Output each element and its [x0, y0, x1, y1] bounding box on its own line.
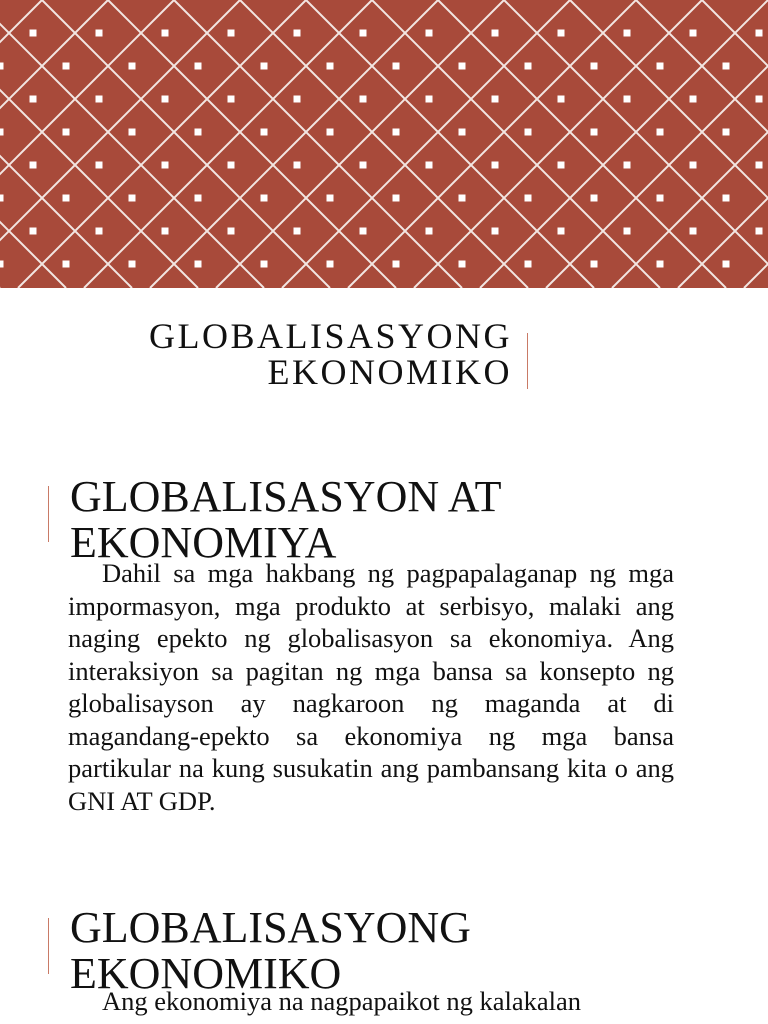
lattice-dot — [195, 195, 202, 202]
lattice-dot — [591, 261, 598, 268]
lattice-dot — [0, 63, 4, 70]
lattice-dot — [228, 162, 235, 169]
lattice-dot — [426, 96, 433, 103]
lattice-dot — [492, 30, 499, 37]
lattice-dot — [492, 96, 499, 103]
lattice-dot — [228, 30, 235, 37]
lattice-dot — [96, 228, 103, 235]
lattice-dot — [525, 63, 532, 70]
lattice-dot — [756, 96, 763, 103]
lattice-dot — [0, 261, 4, 268]
cover-title-line-1: GLOBALISASYONG — [148, 316, 512, 356]
lattice-dot — [0, 129, 4, 136]
lattice-dot — [756, 228, 763, 235]
lattice-dot — [558, 162, 565, 169]
lattice-dot — [525, 129, 532, 136]
lattice-dot — [591, 63, 598, 70]
lattice-dot — [426, 228, 433, 235]
lattice-dot — [558, 96, 565, 103]
lattice-dot — [195, 129, 202, 136]
lattice-dot — [525, 195, 532, 202]
lattice-dot — [690, 96, 697, 103]
lattice-dot — [657, 261, 664, 268]
lattice-dot — [624, 30, 631, 37]
lattice-dot — [591, 195, 598, 202]
lattice-dot — [690, 228, 697, 235]
lattice-dot — [459, 129, 466, 136]
lattice-dot — [228, 96, 235, 103]
lattice-dot — [129, 63, 136, 70]
lattice-dot — [327, 63, 334, 70]
lattice-dot — [30, 162, 37, 169]
lattice-dot — [129, 261, 136, 268]
lattice-dot — [162, 228, 169, 235]
lattice-dot — [30, 96, 37, 103]
lattice-dot — [459, 195, 466, 202]
lattice-dot — [261, 261, 268, 268]
lattice-dot — [195, 261, 202, 268]
lattice-dot — [261, 129, 268, 136]
lattice-dot — [63, 63, 70, 70]
decorative-lattice-banner — [0, 0, 768, 288]
lattice-dot — [30, 30, 37, 37]
section-heading: GLOBALISASYONG EKONOMIKO — [70, 903, 471, 998]
lattice-dot — [657, 63, 664, 70]
lattice-dot — [459, 63, 466, 70]
lattice-dot — [393, 63, 400, 70]
lattice-dot — [63, 195, 70, 202]
lattice-dot — [162, 30, 169, 37]
lattice-dot — [393, 195, 400, 202]
lattice-dot — [360, 228, 367, 235]
cover-title — [149, 318, 512, 390]
lattice-dot — [525, 261, 532, 268]
lattice-dot — [690, 162, 697, 169]
lattice-dot — [228, 228, 235, 235]
lattice-dot — [96, 96, 103, 103]
lattice-dot — [558, 30, 565, 37]
lattice-dot — [690, 30, 697, 37]
lattice-dot — [63, 261, 70, 268]
lattice-dot — [492, 228, 499, 235]
section-accent-divider — [48, 918, 49, 974]
lattice-dot — [162, 162, 169, 169]
section-body-text: Ang ekonomiya na nagpapaikot ng kalakalan — [102, 986, 582, 1016]
lattice-dot — [657, 129, 664, 136]
lattice-dot — [327, 195, 334, 202]
lattice-dot — [294, 30, 301, 37]
section-body-text: Dahil sa mga hakbang ng pagpapalaganap ng mga impormasyon, mga produkto at serbisyo, malaki ang naging epekto ng globalisasyon sa ekonomiya. Ang interaksiyon sa pagitan ng mga bansa sa konsepto ng globalisayson ay nagkaroon ng maganda at di magandang-epekto sa ekonomiya ng mga bansa partikular na kung susukatin ang pambansang kita o ang GNI AT GDP. — [68, 558, 674, 816]
lattice-dot — [723, 261, 730, 268]
cover-accent-divider — [527, 333, 528, 389]
lattice-dot — [723, 129, 730, 136]
lattice-dot — [492, 162, 499, 169]
section-accent-divider — [48, 486, 49, 542]
lattice-dot — [723, 63, 730, 70]
lattice-dot — [360, 30, 367, 37]
lattice-dot — [360, 96, 367, 103]
lattice-dot — [393, 129, 400, 136]
lattice-dot — [756, 30, 763, 37]
lattice-dot — [624, 162, 631, 169]
lattice-dot — [195, 63, 202, 70]
lattice-dot — [591, 129, 598, 136]
lattice-dot — [96, 162, 103, 169]
lattice-dot — [360, 162, 367, 169]
lattice-dot — [657, 195, 664, 202]
lattice-dot — [162, 96, 169, 103]
section-heading: GLOBALISASYON AT EKONOMIYA — [70, 472, 502, 567]
lattice-dot — [426, 30, 433, 37]
lattice-dot — [393, 261, 400, 268]
lattice-dot — [129, 195, 136, 202]
lattice-dot — [756, 162, 763, 169]
lattice-dot — [558, 228, 565, 235]
lattice-dot — [261, 195, 268, 202]
cover-title-line-2: EKONOMIKO — [267, 352, 512, 392]
lattice-dot — [624, 96, 631, 103]
lattice-dot — [63, 129, 70, 136]
lattice-dot — [0, 195, 4, 202]
lattice-dot — [327, 129, 334, 136]
lattice-dot — [294, 96, 301, 103]
lattice-dot — [459, 261, 466, 268]
lattice-dot — [624, 228, 631, 235]
lattice-dot — [96, 30, 103, 37]
lattice-dot — [294, 228, 301, 235]
lattice-dot — [129, 129, 136, 136]
lattice-dot — [327, 261, 334, 268]
lattice-dot — [261, 63, 268, 70]
lattice-dot — [723, 195, 730, 202]
lattice-dot — [426, 162, 433, 169]
lattice-dot — [294, 162, 301, 169]
lattice-dot — [30, 228, 37, 235]
